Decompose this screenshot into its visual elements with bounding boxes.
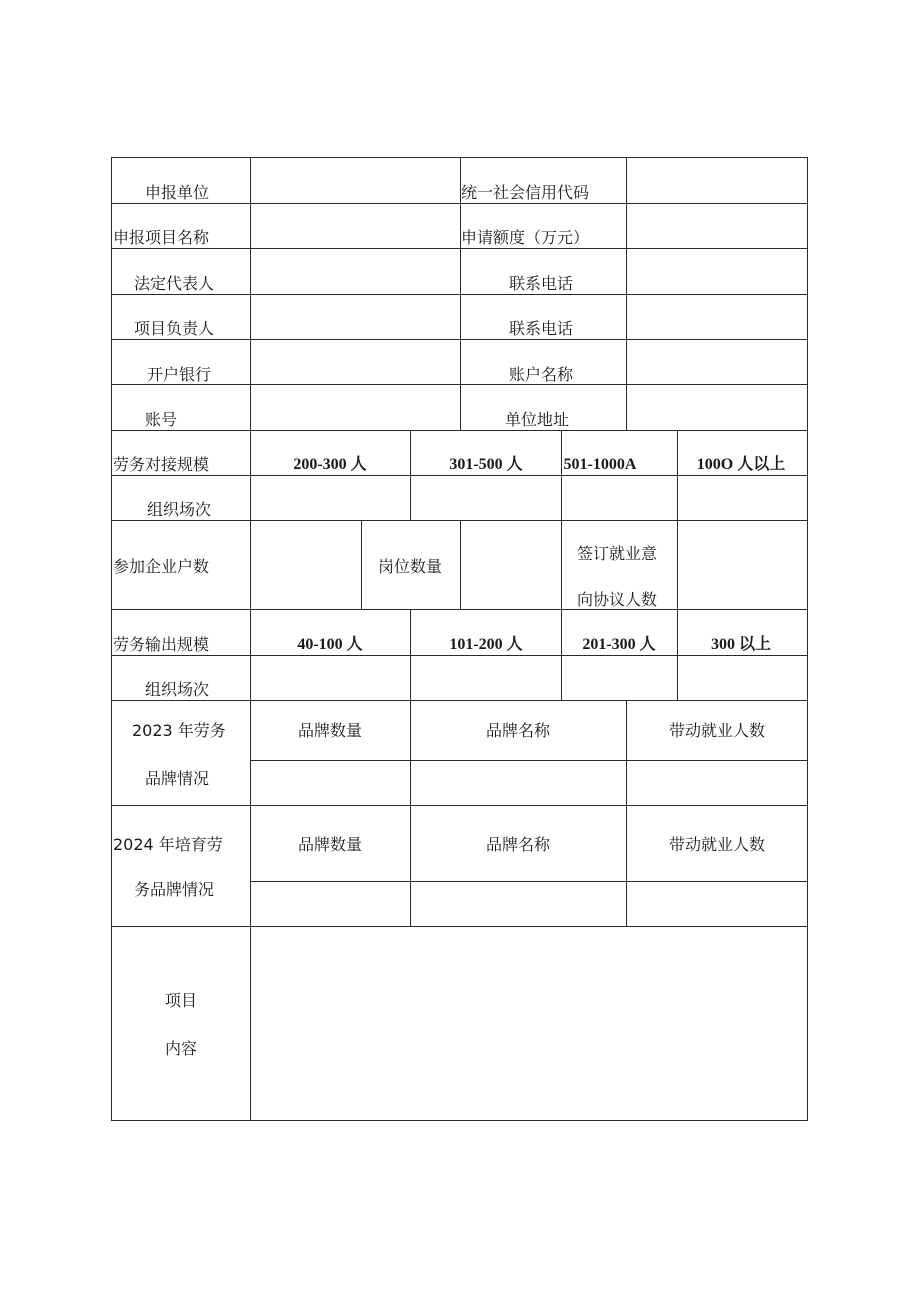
label-project-content-line2: 内容	[165, 1039, 198, 1058]
row-divider	[250, 881, 808, 882]
column-divider	[561, 609, 562, 700]
row-divider	[250, 760, 808, 761]
label-brand-2024-line2: 务品牌情况	[134, 880, 215, 899]
column-divider	[250, 157, 251, 1121]
label-agreement-count-line2: 向协议人数	[577, 590, 658, 609]
label-sessions: 组织场次	[147, 500, 212, 519]
row-divider	[111, 430, 808, 431]
label-account-number: 账号	[145, 410, 178, 429]
column-divider	[626, 700, 627, 926]
label-contact-phone: 联系电话	[509, 319, 574, 338]
export-scale-option: 101-200 人	[449, 636, 523, 653]
column-divider	[410, 700, 411, 926]
export-scale-option: 40-100 人	[297, 636, 363, 653]
label-project-content: 项目	[165, 991, 198, 1010]
table-border-right	[807, 157, 808, 1121]
row-divider	[111, 805, 808, 806]
export-scale-option: 201-300 人	[582, 636, 656, 653]
label-brand-2023: 2023 年劳务	[132, 721, 226, 740]
column-divider	[460, 520, 461, 609]
column-divider	[677, 609, 678, 700]
label-project-name: 申报项目名称	[113, 228, 210, 247]
column-divider	[361, 520, 362, 609]
row-divider	[111, 700, 808, 701]
docking-scale-option: 501-1000A	[563, 456, 637, 473]
row-divider	[111, 475, 808, 476]
column-divider	[677, 430, 678, 520]
label-unit-address: 单位地址	[505, 410, 570, 429]
label-contact-phone: 联系电话	[509, 274, 574, 293]
docking-scale-option: 200-300 人	[293, 456, 367, 473]
header-brand-name: 品牌名称	[485, 835, 551, 854]
export-scale-option: 300 以上	[710, 636, 772, 653]
label-docking-scale: 劳务对接规模	[113, 455, 210, 474]
docking-scale-option: 301-500 人	[449, 456, 523, 473]
label-enterprise-count: 参加企业户数	[113, 557, 210, 576]
header-brand-name: 品牌名称	[485, 721, 551, 740]
column-divider	[626, 157, 627, 430]
label-applicant-unit: 申报单位	[145, 183, 210, 202]
label-account-name: 账户名称	[509, 365, 574, 384]
label-sessions: 组织场次	[145, 680, 210, 699]
label-agreement-count: 签订就业意	[577, 544, 658, 563]
label-export-scale: 劳务输出规模	[113, 635, 210, 654]
column-divider	[410, 609, 411, 700]
header-jobs-driven: 带动就业人数	[668, 835, 766, 854]
label-credit-code: 统一社会信用代码	[461, 183, 590, 202]
docking-scale-option: 100O 人以上	[696, 456, 786, 473]
header-brand-count: 品牌数量	[297, 835, 363, 854]
label-bank: 开户银行	[147, 365, 212, 384]
label-brand-2023-line2: 品牌情况	[145, 769, 210, 788]
row-divider	[111, 609, 808, 610]
table-border-left	[111, 157, 112, 1121]
row-divider	[111, 926, 808, 927]
header-brand-count: 品牌数量	[297, 721, 363, 740]
column-divider	[677, 520, 678, 609]
header-jobs-driven: 带动就业人数	[668, 721, 766, 740]
label-project-lead: 项目负责人	[134, 319, 215, 338]
label-requested-amount: 申请额度（万元）	[461, 228, 590, 247]
column-divider	[561, 430, 562, 520]
label-legal-representative: 法定代表人	[134, 274, 215, 293]
table-border-bottom	[111, 1120, 808, 1121]
row-divider	[111, 655, 808, 656]
column-divider	[561, 520, 562, 609]
label-brand-2024: 2024 年培育劳	[113, 835, 223, 854]
label-position-count: 岗位数量	[378, 557, 443, 576]
column-divider	[410, 430, 411, 520]
